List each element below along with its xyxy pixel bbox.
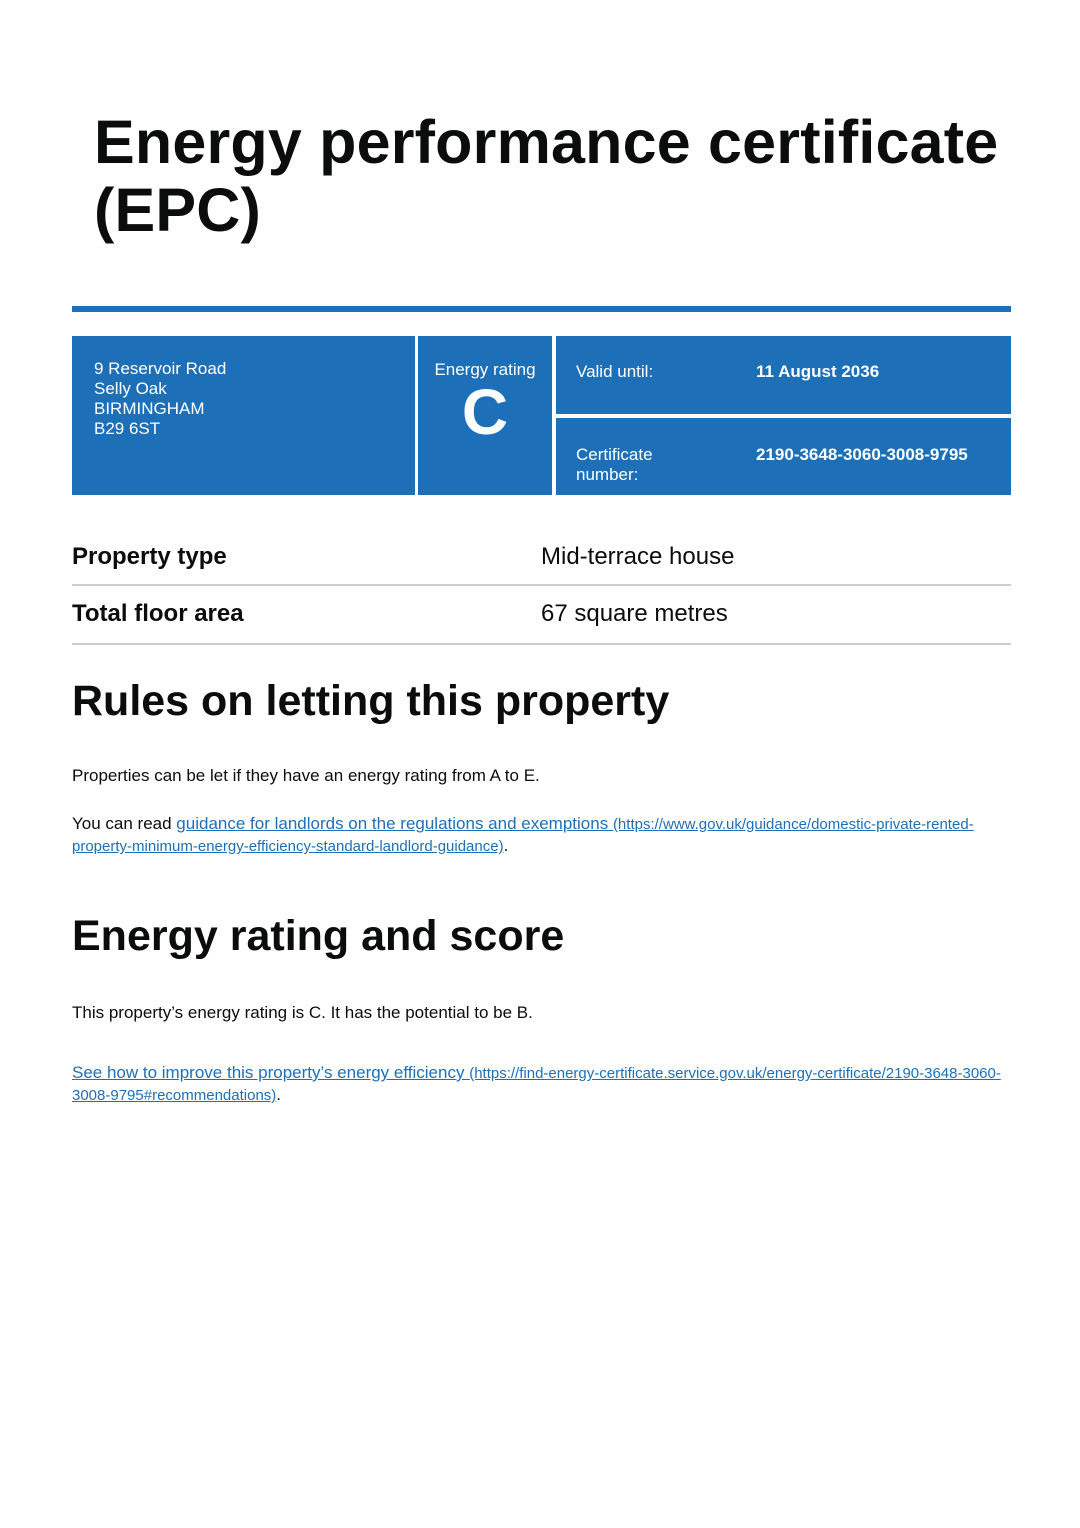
guidance-link-text[interactable]: guidance for landlords on the regulations and exemptions xyxy=(176,814,609,833)
guidance-suffix: . xyxy=(503,836,509,855)
address-line-2: Selly Oak xyxy=(94,379,167,398)
property-type-value: Mid-terrace house xyxy=(541,543,735,570)
row-divider xyxy=(72,643,1011,645)
energy-rating-label: Energy rating xyxy=(434,360,536,379)
address-line-4: B29 6ST xyxy=(94,419,161,438)
certificate-label-line-2: number: xyxy=(576,465,639,484)
energy-rating-band: C xyxy=(461,376,509,448)
improve-link[interactable] xyxy=(72,1063,1001,1104)
improve-link-url[interactable]: (https://find-energy-certificate.service.gov.uk/energy-certificate/2190-3648-3060-3008-9795#recommendations) xyxy=(72,1065,1001,1104)
address-panel xyxy=(72,336,415,495)
address-line-3: BIRMINGHAM xyxy=(94,399,205,418)
guidance-link-url[interactable]: (https://www.gov.uk/guidance/domestic-private-rented-property-minimum-energy-efficiency-standard-landlord-guidance) xyxy=(72,816,974,855)
address-line-1: 9 Reservoir Road xyxy=(94,359,227,378)
score-paragraph: This property’s energy rating is C. It has the potential to be B. xyxy=(72,1003,533,1022)
improve-paragraph xyxy=(72,1062,1012,1106)
floor-area-label: Total floor area xyxy=(72,600,244,627)
floor-area-value: 67 square metres xyxy=(541,600,728,627)
energy-rating-panel xyxy=(418,336,552,495)
improve-suffix: . xyxy=(276,1085,282,1104)
property-type-label: Property type xyxy=(72,543,227,570)
score-heading: Energy rating and score xyxy=(72,912,565,960)
certificate-number: 2190-3648-3060-3008-9795 xyxy=(756,445,968,464)
row-divider xyxy=(72,584,1011,586)
page-title: Energy performance certificate (EPC) xyxy=(94,108,999,244)
letting-paragraph: Properties can be let if they have an energy rating from A to E. xyxy=(72,766,540,785)
certificate-panel xyxy=(556,418,1011,495)
improve-link-text[interactable]: See how to improve this property’s energy efficiency xyxy=(72,1063,465,1082)
valid-until-value: 11 August 2036 xyxy=(756,362,880,381)
valid-until-panel xyxy=(556,336,1011,414)
valid-until-label: Valid until: xyxy=(576,362,654,381)
guidance-prefix: You can read xyxy=(72,814,177,833)
certificate-label-line-1: Certificate xyxy=(576,445,653,464)
letting-heading: Rules on letting this property xyxy=(72,677,670,725)
title-divider xyxy=(72,306,1011,312)
guidance-link[interactable] xyxy=(72,814,974,855)
guidance-paragraph xyxy=(72,813,1012,857)
